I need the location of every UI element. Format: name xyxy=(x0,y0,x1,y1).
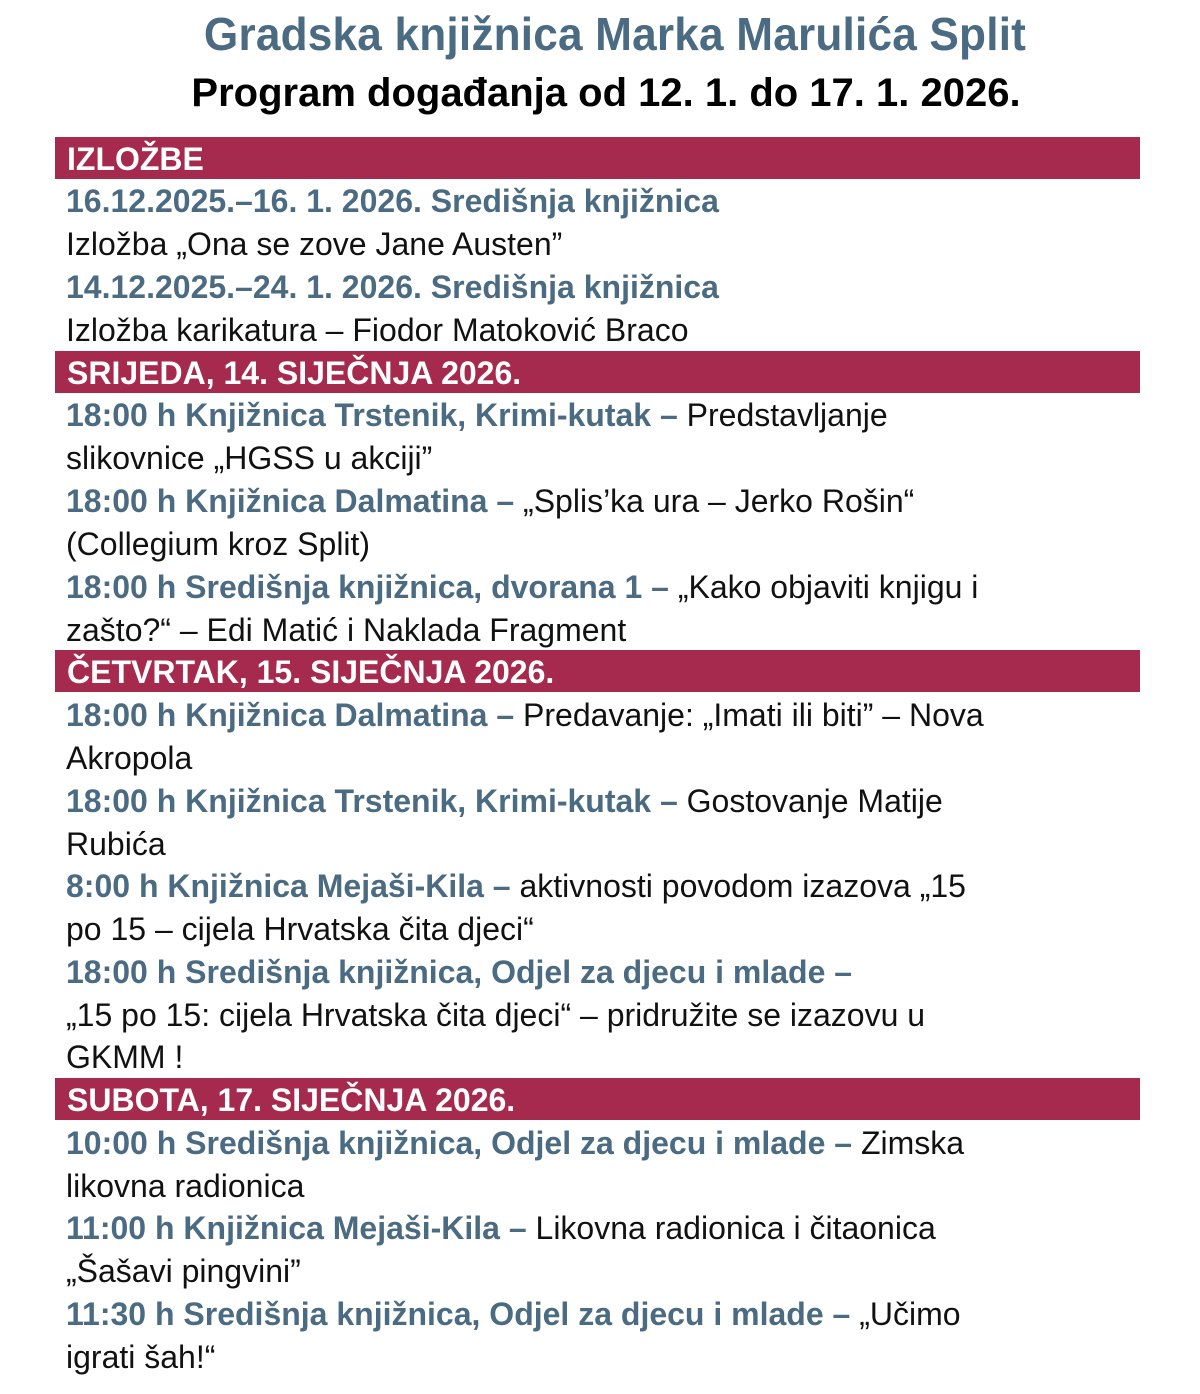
event-line xyxy=(66,223,1166,266)
page-subtitle: Program događanja od 12. 1. do 17. 1. 2026. xyxy=(191,71,1021,115)
event-line xyxy=(66,394,1166,437)
event-line xyxy=(66,1293,1166,1336)
event-line xyxy=(66,437,1166,480)
event-text: Izložba karikatura – Fiodor Matoković Braco xyxy=(66,312,689,348)
event-line xyxy=(66,1336,1166,1379)
event-line xyxy=(66,1036,1166,1079)
section-heading-izlozbe: IZLOŽBE xyxy=(55,137,1140,179)
event-line xyxy=(66,566,1166,609)
event-line xyxy=(66,737,1166,780)
event-highlight: 16.12.2025.–16. 1. 2026. Središnja knjižnica xyxy=(66,183,719,219)
event-highlight: 18:00 h Središnja knjižnica, Odjel za djecu i mlade – xyxy=(66,954,853,990)
event-text: aktivnosti povodom izazova „15 xyxy=(519,868,966,904)
section-heading-cetvrtak: ČETVRTAK, 15. SIJEČNJA 2026. xyxy=(55,650,1140,692)
event-line xyxy=(66,609,1166,652)
event-line xyxy=(66,523,1166,566)
event-text: GKMM ! xyxy=(66,1039,184,1075)
section-heading-srijeda: SRIJEDA, 14. SIJEČNJA 2026. xyxy=(55,351,1140,393)
event-line xyxy=(66,1250,1166,1293)
event-line xyxy=(66,865,1166,908)
event-text: slikovnice „HGSS u akciji” xyxy=(66,440,433,476)
event-highlight: 18:00 h Knjižnica Dalmatina – xyxy=(66,483,524,519)
event-text: „Kako objaviti knjigu i xyxy=(677,569,979,605)
event-line xyxy=(66,1165,1166,1208)
event-highlight: 10:00 h Središnja knjižnica, Odjel za djecu i mlade – xyxy=(66,1125,861,1161)
event-line xyxy=(66,1122,1166,1165)
event-highlight: 11:00 h Knjižnica Mejaši-Kila – xyxy=(66,1210,536,1246)
event-text: Predstavljanje xyxy=(686,397,888,433)
event-line xyxy=(66,180,1166,223)
event-line xyxy=(66,266,1166,309)
event-highlight: 8:00 h Knjižnica Mejaši-Kila – xyxy=(66,868,520,904)
event-text: Predavanje: „Imati ili biti” – Nova xyxy=(523,697,984,733)
event-text: Likovna radionica i čitaonica xyxy=(535,1210,936,1246)
event-line xyxy=(66,480,1166,523)
event-line xyxy=(66,994,1166,1037)
event-text: po 15 – cijela Hrvatska čita djeci“ xyxy=(66,911,534,947)
event-text: zašto?“ – Edi Matić i Naklada Fragment xyxy=(66,612,627,648)
event-line xyxy=(66,908,1166,951)
event-text: „15 po 15: cijela Hrvatska čita djeci“ – pridružite se izazovu u xyxy=(66,997,926,1033)
event-highlight: 18:00 h Knjižnica Trstenik, Krimi-kutak – xyxy=(66,397,687,433)
event-line xyxy=(66,780,1166,823)
event-text: Rubića xyxy=(66,826,166,862)
event-text: „Splis’ka ura – Jerko Rošin“ xyxy=(523,483,915,519)
event-highlight: 14.12.2025.–24. 1. 2026. Središnja knjižnica xyxy=(66,269,719,305)
event-highlight: 18:00 h Knjižnica Dalmatina – xyxy=(66,697,524,733)
event-text: igrati šah!“ xyxy=(66,1339,216,1375)
event-highlight: 18:00 h Knjižnica Trstenik, Krimi-kutak – xyxy=(66,783,687,819)
event-highlight: 11:30 h Središnja knjižnica, Odjel za djecu i mlade – xyxy=(66,1296,860,1332)
section-heading-subota: SUBOTA, 17. SIJEČNJA 2026. xyxy=(55,1078,1140,1120)
event-line xyxy=(66,694,1166,737)
event-text: „Šašavi pingvini” xyxy=(66,1253,301,1289)
event-text: Zimska xyxy=(860,1125,965,1161)
event-text: „Učimo xyxy=(859,1296,961,1332)
event-text: likovna radionica xyxy=(66,1168,305,1204)
event-text: (Collegium kroz Split) xyxy=(66,526,371,562)
event-line xyxy=(66,1207,1166,1250)
event-highlight: 18:00 h Središnja knjižnica, dvorana 1 – xyxy=(66,569,678,605)
event-text: Akropola xyxy=(66,740,193,776)
event-text: Gostovanje Matije xyxy=(686,783,943,819)
event-line xyxy=(66,951,1166,994)
event-line xyxy=(66,823,1166,866)
page-title: Gradska knjižnica Marka Marulića Split xyxy=(203,8,1027,60)
event-text: Izložba „Ona se zove Jane Austen” xyxy=(66,226,563,262)
event-line xyxy=(66,309,1166,352)
